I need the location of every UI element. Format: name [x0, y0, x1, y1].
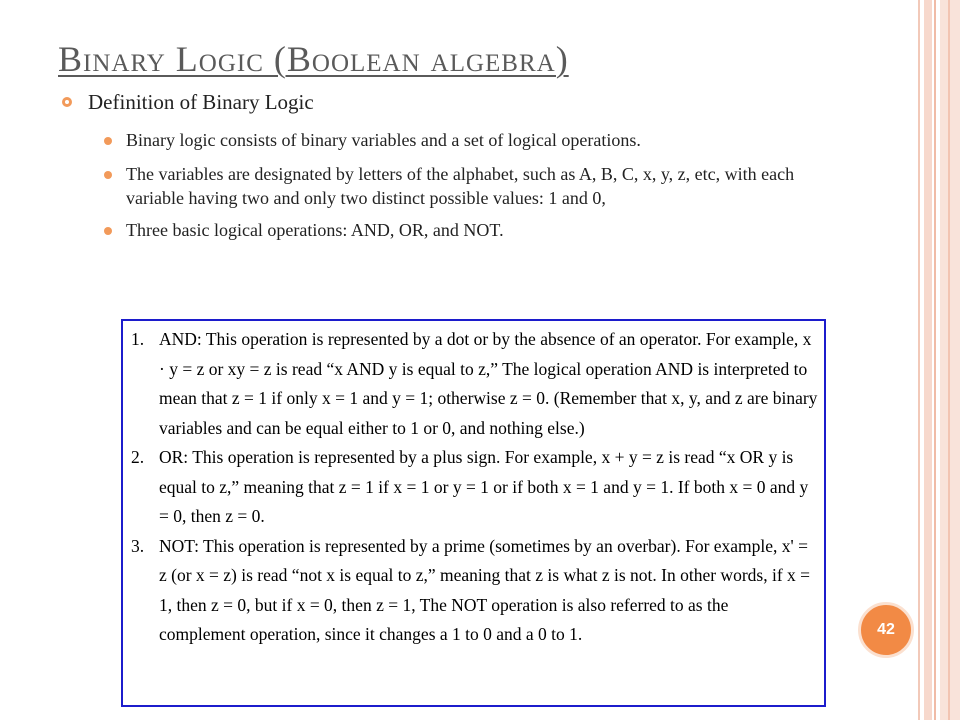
border-stripe	[924, 0, 932, 720]
bullet-text: Binary logic consists of binary variables and a set of logical operations.	[126, 130, 641, 150]
definitions-box	[121, 319, 826, 707]
definition-text: AND: This operation is represented by a dot or by the absence of an operator. For example, x · y = z or xy = z is read “x AND y is equal to z,” The logical operation AND is interpreted to mean that z = 1 if only x = 1 and y = 1; otherwise z = 0. (Remember that x, y, and z are binary variables and can be equal either to 1 or 0, and nothing else.)	[159, 329, 818, 438]
bullet-item	[104, 162, 824, 210]
definition-text: NOT: This operation is represented by a prime (sometimes by an overbar). For example, x' = z (or x = z) is read “not x is equal to z,” meaning that z is what z is not. In other words, if x = 1, then z = 0, but if x = 0, then z = 1, The NOT operation is also referred to as the complement operation, since it changes a 1 to 0 and a 0 to 1.	[159, 535, 811, 644]
page-number-badge: 42	[858, 602, 914, 658]
definition-number: 1.	[131, 329, 145, 349]
bullet-list	[104, 128, 824, 252]
border-stripe	[940, 0, 960, 720]
bullet-item	[104, 218, 824, 242]
ring-bullet-icon	[62, 97, 72, 107]
slide-title: Binary Logic (Boolean algebra)	[58, 39, 569, 79]
definition-item-and	[131, 325, 818, 443]
dot-bullet-icon	[104, 171, 112, 179]
bullet-text: The variables are designated by letters of the alphabet, such as A, B, C, x, y, z, etc, with each variable having two and only two distinct possible values: 1 and 0,	[126, 164, 795, 208]
definition-item-or	[131, 443, 818, 532]
dot-bullet-icon	[104, 137, 112, 145]
border-stripe	[918, 0, 920, 720]
dot-bullet-icon	[104, 227, 112, 235]
definition-text: OR: This operation is represented by a plus sign. For example, x + y = z is read “x OR y is equal to z,” meaning that z = 1 if x = 1 or y = 1 or if both x = 1 and y = 1. If both x = 0 and y = 0, then z = 0.	[159, 447, 809, 526]
definition-item-not	[131, 532, 818, 650]
section-heading: Definition of Binary Logic	[88, 90, 314, 114]
definition-number: 2.	[131, 447, 145, 467]
definition-number: 3.	[131, 535, 145, 556]
border-stripe	[934, 0, 936, 720]
bullet-item	[104, 128, 824, 152]
bullet-text: Three basic logical operations: AND, OR, and NOT.	[126, 220, 504, 240]
border-stripe	[948, 0, 950, 720]
